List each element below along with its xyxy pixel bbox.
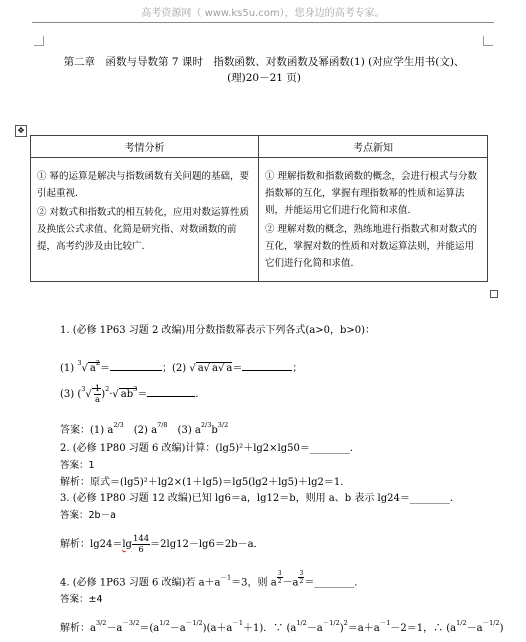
answer-text: b (211, 425, 218, 436)
q4-stem-part: ＝________． (304, 577, 365, 589)
answer-text: (2) a (123, 425, 158, 436)
answer-exp: 2/3 (113, 421, 124, 429)
q3-stem: 3. (必修 1P80 习题 12 改编)已知 lg6＝a，lg12＝b，则用 a、b 表示 lg24＝________． (60, 493, 460, 504)
col-header-knowledge: 考点新知 (259, 136, 488, 158)
q4-stem-part: －a (282, 577, 299, 589)
q3-solution (60, 534, 264, 555)
q1-answer-label: 答案： (60, 425, 90, 436)
knowledge-item: ② 理解对数的概念，熟练地进行指数式和对数式的互化，掌握对数的性质和对数运算法则，并能运用它们进行化简和求值． (265, 224, 478, 269)
answer-exp: 2/3 (200, 421, 212, 429)
q1-part2-label: ；(2) (161, 363, 190, 374)
margin-corner-mark-right (483, 36, 493, 46)
answer-exp: 3/2 (217, 421, 229, 429)
title-line-2: (理)20－21 页) (227, 72, 301, 84)
header-site-text: 高考资源网（ www.ks5u.com），您身边的高考专家。 (141, 8, 385, 19)
q4-solution-part: ＝a＋a (347, 623, 380, 634)
analysis-cell (31, 158, 259, 282)
q4-solution: 解析：$a^{3/2}-a^{-3/2}=(a^{1/2}-a^{-1/2})(a+a^{-1}+1)$．∵ $(a^{1/2}-a^{-1/2})^2=a+a^{-1}-2=1$，∴ $(a^{1/2}-a^{-1/2})$ (60, 619, 504, 634)
analysis-item: ② 对数式和指数式的相互转化，应用对数运算性质及换底公式求值、化简是研究指、对数函数的前提，高考约涉及由比较广． (37, 207, 250, 252)
q3-solution-rest: ＝2lg12－lg6＝2b－a． (150, 539, 264, 550)
q3-frac-numerator: 144 (132, 534, 150, 544)
q2-answer: 答案：1 (60, 460, 95, 471)
page-title (52, 54, 476, 86)
q3-solution-lg: lg (122, 539, 132, 550)
q1-stem: 1. (必修 1P63 习题 2 改编)用分数指数幂表示下列各式(a>0，b>0)： (60, 325, 376, 336)
title-line-1: 第二章 函数与导数第 7 课时 指数函数、对数函数及幂函数(1) (对应学生用书(文)、 (63, 56, 465, 68)
knowledge-item: ① 理解指数和指数函数的概念，会进行根式与分数指数幂的互化，掌握有理指数幂的性质和运算法则，并能运用它们进行化简和求值． (265, 171, 478, 216)
q4-solution-part: －2＝1，∴ (a (390, 623, 457, 634)
margin-corner-mark-left (34, 36, 44, 46)
q3-answer: 答案：2b－a (60, 510, 116, 521)
q1-part3: (3) ($^3$√ $\frac{1}{a}$ )$^2$·√ $ab^3=$ ． (60, 384, 206, 405)
q4-stem-part: ＝3，则 a (231, 577, 277, 589)
q1-answer (60, 418, 228, 438)
q4-solution-part: (a＋a (206, 623, 233, 634)
q2-solution: 解析：原式＝(lg5)²＋lg2×(1＋lg5)＝lg5(lg2＋lg5)＋lg2＝1． (60, 477, 351, 488)
q2-stem: 2. (必修 1P80 习题 6 改编)计算：(lg5)²＋lg2×lg50＝________． (60, 443, 360, 454)
q4-solution-part: －a (106, 623, 123, 634)
q1-part3-label: (3) (60, 389, 78, 400)
answer-exp: 7/8 (157, 421, 168, 429)
analysis-item: ① 幂的运算是解决与指数函数有关问题的基础，要引起重视． (37, 171, 250, 199)
q1-part1-label: (1) (60, 363, 78, 374)
q1-parts-1-2: (1) $^3$√ $a^2=$ ；(2) √ a√ a√ a＝ ； (60, 359, 303, 374)
analysis-table (30, 135, 488, 282)
table-resize-handle[interactable] (490, 290, 498, 298)
q3-frac-denominator: 6 (138, 545, 144, 555)
q4-stem: 4. (必修 1P63 习题 6 改编)若 $a+a^{-1}=3$，则 a $^{\frac{3}{2}}$ －a $^{\frac{3}{2}}$ ＝________． (60, 570, 365, 589)
q4-solution-part: ＋1)．∵ (a (243, 623, 297, 634)
q3-solution-prefix: 解析：lg24＝ (60, 539, 123, 550)
header-divider (32, 22, 494, 23)
col-header-analysis: 考情分析 (31, 136, 259, 158)
knowledge-cell (259, 158, 488, 282)
table-move-handle-icon[interactable]: ✥ (15, 125, 27, 137)
answer-text: (1) a (90, 425, 114, 436)
q4-answer: 答案：±4 (60, 594, 103, 605)
q4-solution-part: 解析：a (60, 623, 96, 634)
answer-text: (3) a (167, 425, 201, 436)
q4-stem-part: 4. (必修 1P63 习题 6 改编)若 a＋a (60, 577, 221, 589)
